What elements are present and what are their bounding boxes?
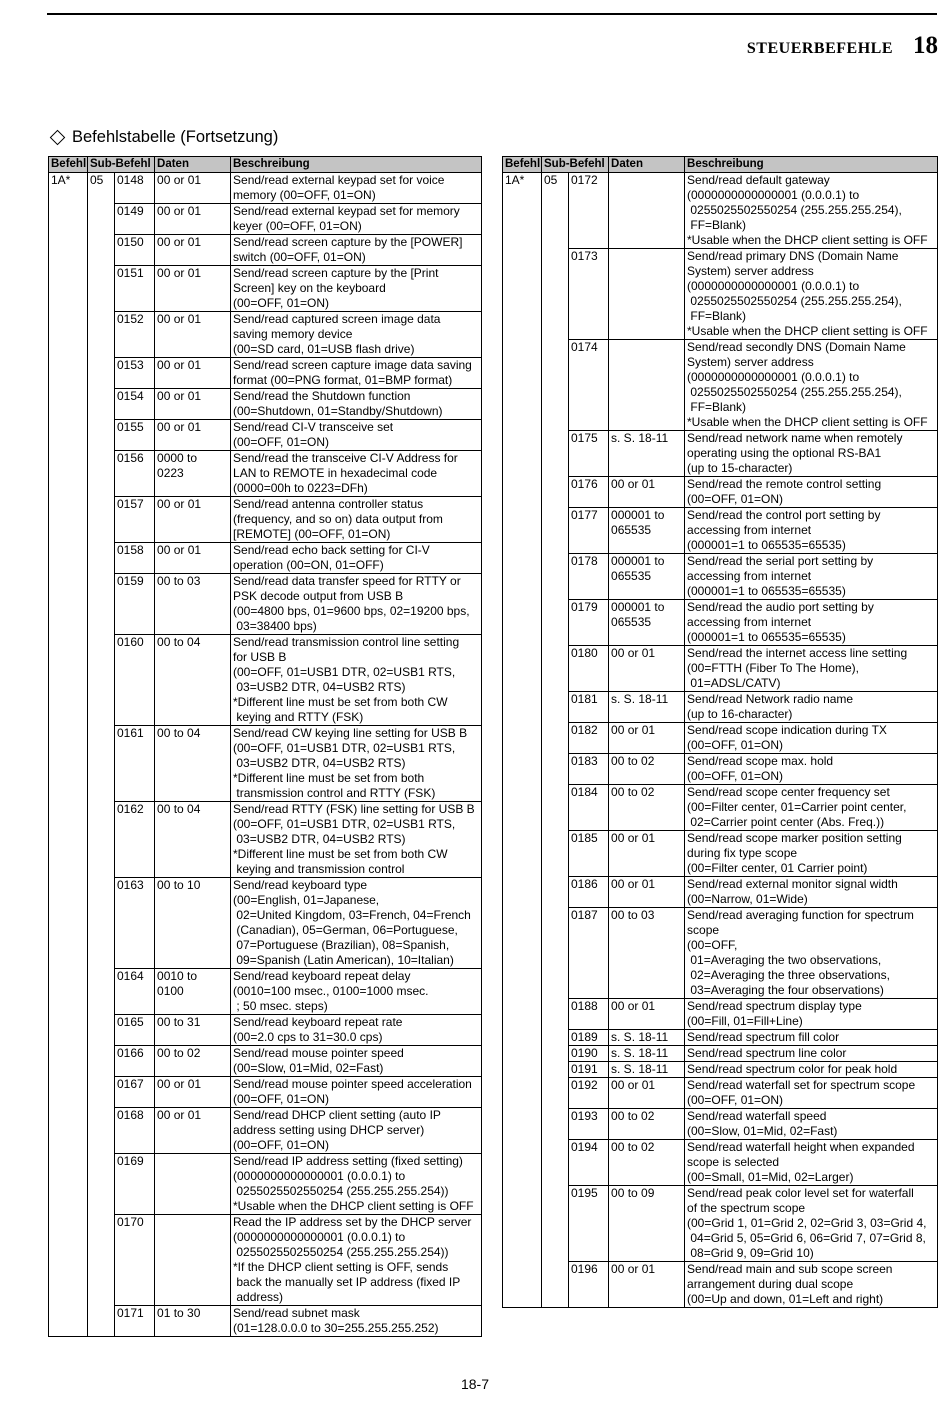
data-cell: 00 to 03 xyxy=(155,574,231,635)
data-cell: 00 or 01 xyxy=(155,389,231,420)
sub-code-cell: 0168 xyxy=(115,1108,155,1154)
sub-code-cell: 0192 xyxy=(569,1078,609,1109)
sub-code-cell: 0169 xyxy=(115,1154,155,1215)
table-row xyxy=(503,723,938,754)
description-cell: Send/read screen capture image data saving format (00=PNG format, 01=BMP format) xyxy=(231,358,482,389)
description-cell: Send/read RTTY (FSK) line setting for USB B (00=OFF, 01=USB1 DTR, 02=USB1 RTS, 03=USB2 DTR, 04=USB2 RTS) *Different line must be set from both CW keying and transmission control xyxy=(231,802,482,878)
sub-code-cell: 0157 xyxy=(115,497,155,543)
description-cell: Send/read subnet mask (01=128.0.0.0 to 30=255.255.255.252) xyxy=(231,1306,482,1337)
table-header-row xyxy=(49,157,482,173)
befehl-cell: 1A* xyxy=(503,173,542,1308)
sub-code-cell: 0189 xyxy=(569,1030,609,1046)
table-row xyxy=(503,785,938,831)
command-table-right xyxy=(502,156,938,1308)
table-row xyxy=(503,908,938,999)
top-rule xyxy=(47,13,937,15)
description-cell: Send/read external keypad set for memory keyer (00=OFF, 01=ON) xyxy=(231,204,482,235)
sub-code-cell: 0173 xyxy=(569,249,609,340)
description-cell: Send/read screen capture by the [Print Screen] key on the keyboard (00=OFF, 01=ON) xyxy=(231,266,482,312)
table-row xyxy=(503,692,938,723)
data-cell: 000001 to 065535 xyxy=(609,508,685,554)
description-cell: Send/read primary DNS (Domain Name System) server address (0000000000000001 (0.0.0.1) to 0255025502550254 (255.255.255.254), FF=Blank) *Usable when the DHCP client setting is OFF xyxy=(685,249,938,340)
description-cell: Send/read the Shutdown function (00=Shutdown, 01=Standby/Shutdown) xyxy=(231,389,482,420)
befehl-cell: 1A* xyxy=(49,173,88,1337)
sub-code-cell: 0167 xyxy=(115,1077,155,1108)
description-cell: Send/read the internet access line setting (00=FTTH (Fiber To The Home), 01=ADSL/CATV) xyxy=(685,646,938,692)
data-cell: 00 or 01 xyxy=(155,1108,231,1154)
sub-prefix-cell: 05 xyxy=(542,173,569,1308)
sub-code-cell: 0160 xyxy=(115,635,155,726)
table-row xyxy=(503,1140,938,1186)
data-cell: 00 to 02 xyxy=(609,1109,685,1140)
data-cell: 00 or 01 xyxy=(155,497,231,543)
section-title xyxy=(48,128,278,147)
description-cell: Send/read data transfer speed for RTTY or PSK decode output from USB B (00=4800 bps, 01=9600 bps, 02=19200 bps, 03=38400 bps) xyxy=(231,574,482,635)
description-cell: Send/read echo back setting for CI-V operation (00=ON, 01=OFF) xyxy=(231,543,482,574)
table-row xyxy=(503,554,938,600)
sub-code-cell: 0154 xyxy=(115,389,155,420)
data-cell: 00 or 01 xyxy=(609,1078,685,1109)
data-cell: 00 or 01 xyxy=(609,1262,685,1308)
sub-code-cell: 0149 xyxy=(115,204,155,235)
data-cell: 00 or 01 xyxy=(155,173,231,204)
table-row xyxy=(503,600,938,646)
description-cell: Send/read mouse pointer speed acceleration (00=OFF, 01=ON) xyxy=(231,1077,482,1108)
description-cell: Send/read spectrum display type (00=Fill, 01=Fill+Line) xyxy=(685,999,938,1030)
table-row xyxy=(503,1030,938,1046)
data-cell xyxy=(609,340,685,431)
sub-code-cell: 0175 xyxy=(569,431,609,477)
table-row xyxy=(503,477,938,508)
description-cell: Send/read waterfall set for spectrum scope (00=OFF, 01=ON) xyxy=(685,1078,938,1109)
sub-prefix-cell: 05 xyxy=(88,173,115,1337)
description-cell: Send/read the audio port setting by accessing from internet (000001=1 to 065535=65535) xyxy=(685,600,938,646)
sub-code-cell: 0193 xyxy=(569,1109,609,1140)
header-sub-befehl: Sub-Befehl xyxy=(88,157,155,173)
table-row xyxy=(503,249,938,340)
data-cell: 00 to 31 xyxy=(155,1015,231,1046)
data-cell xyxy=(155,1154,231,1215)
sub-code-cell: 0183 xyxy=(569,754,609,785)
sub-code-cell: 0187 xyxy=(569,908,609,999)
table-row xyxy=(503,173,938,249)
data-cell: 00 or 01 xyxy=(609,477,685,508)
header-befehl: Befehl xyxy=(503,157,542,173)
data-cell: 00 or 01 xyxy=(155,358,231,389)
description-cell: Send/read spectrum color for peak hold xyxy=(685,1062,938,1078)
description-cell: Send/read scope marker position setting during fix type scope (00=Filter center, 01 Carrier point) xyxy=(685,831,938,877)
data-cell: 00 to 02 xyxy=(609,1140,685,1186)
data-cell: 00 or 01 xyxy=(155,312,231,358)
table-row xyxy=(503,431,938,477)
table-row xyxy=(503,340,938,431)
section-title-text: Befehlstabelle (Fortsetzung) xyxy=(72,128,279,146)
header-beschreibung: Beschreibung xyxy=(685,157,938,173)
sub-code-cell: 0185 xyxy=(569,831,609,877)
description-cell: Send/read scope center frequency set (00=Filter center, 01=Carrier point center, 02=Carrier point center (Abs. Freq.)) xyxy=(685,785,938,831)
data-cell: 00 or 01 xyxy=(155,204,231,235)
data-cell xyxy=(155,1215,231,1306)
table-row xyxy=(503,646,938,692)
description-cell: Send/read default gateway (0000000000000001 (0.0.0.1) to 0255025502550254 (255.255.255.254), FF=Blank) *Usable when the DHCP client setting is OFF xyxy=(685,173,938,249)
description-cell: Send/read keyboard repeat delay (0010=100 msec., 0100=1000 msec. ; 50 msec. steps) xyxy=(231,969,482,1015)
description-cell: Send/read IP address setting (fixed setting) (0000000000000001 (0.0.0.1) to 0255025502550254 (255.255.255.254)) *Usable when the DHCP client setting is OFF xyxy=(231,1154,482,1215)
page-number: 18-7 xyxy=(460,1376,490,1392)
sub-code-cell: 0152 xyxy=(115,312,155,358)
sub-code-cell: 0174 xyxy=(569,340,609,431)
data-cell: s. S. 18-11 xyxy=(609,692,685,723)
description-cell: Send/read DHCP client setting (auto IP address setting using DHCP server) (00=OFF, 01=ON) xyxy=(231,1108,482,1154)
data-cell: 01 to 30 xyxy=(155,1306,231,1337)
table-row xyxy=(503,1046,938,1062)
sub-code-cell: 0155 xyxy=(115,420,155,451)
description-cell: Send/read the remote control setting (00=OFF, 01=ON) xyxy=(685,477,938,508)
chapter-heading xyxy=(747,32,938,60)
table-header-row xyxy=(503,157,938,173)
sub-code-cell: 0153 xyxy=(115,358,155,389)
data-cell: 00 to 04 xyxy=(155,802,231,878)
sub-code-cell: 0150 xyxy=(115,235,155,266)
description-cell: Send/read waterfall speed (00=Slow, 01=Mid, 02=Fast) xyxy=(685,1109,938,1140)
description-cell: Send/read averaging function for spectrum scope (00=OFF, 01=Averaging the two observations, 02=Averaging the three observations, 03=Averaging the four observations) xyxy=(685,908,938,999)
sub-code-cell: 0161 xyxy=(115,726,155,802)
sub-code-cell: 0171 xyxy=(115,1306,155,1337)
table-row xyxy=(503,1109,938,1140)
description-cell: Send/read scope max. hold (00=OFF, 01=ON) xyxy=(685,754,938,785)
data-cell: 00 or 01 xyxy=(155,1077,231,1108)
sub-code-cell: 0188 xyxy=(569,999,609,1030)
sub-code-cell: 0166 xyxy=(115,1046,155,1077)
sub-code-cell: 0172 xyxy=(569,173,609,249)
sub-code-cell: 0190 xyxy=(569,1046,609,1062)
description-cell: Send/read transmission control line setting for USB B (00=OFF, 01=USB1 DTR, 02=USB1 RTS, 03=USB2 DTR, 04=USB2 RTS) *Different line must be set from both CW keying and RTTY (FSK) xyxy=(231,635,482,726)
description-cell: Send/read network name when remotely operating using the optional RS-BA1 (up to 15-character) xyxy=(685,431,938,477)
table-row xyxy=(503,1062,938,1078)
data-cell xyxy=(609,249,685,340)
description-cell: Send/read main and sub scope screen arrangement during dual scope (00=Up and down, 01=Left and right) xyxy=(685,1262,938,1308)
data-cell: 00 or 01 xyxy=(609,999,685,1030)
chapter-number: 18 xyxy=(913,32,938,59)
diamond-icon xyxy=(50,129,66,145)
description-cell: Send/read keyboard repeat rate (00=2.0 cps to 31=30.0 cps) xyxy=(231,1015,482,1046)
data-cell: 00 to 02 xyxy=(609,754,685,785)
data-cell: 00 to 04 xyxy=(155,726,231,802)
data-cell: 00 or 01 xyxy=(609,831,685,877)
table-body-right xyxy=(503,173,938,1308)
sub-code-cell: 0148 xyxy=(115,173,155,204)
description-cell: Send/read CI-V transceive set (00=OFF, 01=ON) xyxy=(231,420,482,451)
data-cell: 00 to 09 xyxy=(609,1186,685,1262)
table-row xyxy=(503,999,938,1030)
data-cell: 00 or 01 xyxy=(155,235,231,266)
sub-code-cell: 0164 xyxy=(115,969,155,1015)
description-cell: Send/read scope indication during TX (00=OFF, 01=ON) xyxy=(685,723,938,754)
header-beschreibung: Beschreibung xyxy=(231,157,482,173)
table-row xyxy=(503,1262,938,1308)
data-cell: 00 or 01 xyxy=(155,420,231,451)
sub-code-cell: 0159 xyxy=(115,574,155,635)
sub-code-cell: 0163 xyxy=(115,878,155,969)
data-cell: 00 or 01 xyxy=(155,266,231,312)
data-cell: s. S. 18-11 xyxy=(609,1062,685,1078)
sub-code-cell: 0156 xyxy=(115,451,155,497)
data-cell: 00 or 01 xyxy=(609,723,685,754)
sub-code-cell: 0186 xyxy=(569,877,609,908)
description-cell: Send/read spectrum line color xyxy=(685,1046,938,1062)
description-cell: Send/read CW keying line setting for USB B (00=OFF, 01=USB1 DTR, 02=USB1 RTS, 03=USB2 DTR, 04=USB2 RTS) *Different line must be set from both transmission control and RTTY (FSK) xyxy=(231,726,482,802)
sub-code-cell: 0196 xyxy=(569,1262,609,1308)
data-cell xyxy=(609,173,685,249)
sub-code-cell: 0181 xyxy=(569,692,609,723)
description-cell: Send/read spectrum fill color xyxy=(685,1030,938,1046)
sub-code-cell: 0179 xyxy=(569,600,609,646)
description-cell: Send/read antenna controller status (frequency, and so on) data output from [REMOTE] (00=OFF, 01=ON) xyxy=(231,497,482,543)
sub-code-cell: 0180 xyxy=(569,646,609,692)
description-cell: Send/read the control port setting by accessing from internet (000001=1 to 065535=65535) xyxy=(685,508,938,554)
data-cell: 00 to 04 xyxy=(155,635,231,726)
sub-code-cell: 0158 xyxy=(115,543,155,574)
data-cell: 000001 to 065535 xyxy=(609,600,685,646)
table-row xyxy=(503,1186,938,1262)
header-daten: Daten xyxy=(609,157,685,173)
chapter-title: STEUERBEFEHLE xyxy=(746,40,893,57)
data-cell: 00 or 01 xyxy=(609,877,685,908)
data-cell: s. S. 18-11 xyxy=(609,1030,685,1046)
description-cell: Send/read screen capture by the [POWER] switch (00=OFF, 01=ON) xyxy=(231,235,482,266)
sub-code-cell: 0195 xyxy=(569,1186,609,1262)
description-cell: Send/read external monitor signal width (00=Narrow, 01=Wide) xyxy=(685,877,938,908)
sub-code-cell: 0178 xyxy=(569,554,609,600)
description-cell: Send/read secondly DNS (Domain Name System) server address (0000000000000001 (0.0.0.1) to 0255025502550254 (255.255.255.254), FF=Blank) *Usable when the DHCP client setting is OFF xyxy=(685,340,938,431)
data-cell: 00 or 01 xyxy=(155,543,231,574)
data-cell: s. S. 18-11 xyxy=(609,1046,685,1062)
data-cell: 0010 to 0100 xyxy=(155,969,231,1015)
sub-code-cell: 0176 xyxy=(569,477,609,508)
header-befehl: Befehl xyxy=(49,157,88,173)
sub-code-cell: 0151 xyxy=(115,266,155,312)
description-cell: Send/read the serial port setting by accessing from internet (000001=1 to 065535=65535) xyxy=(685,554,938,600)
table-row xyxy=(503,508,938,554)
description-cell: Send/read peak color level set for waterfall of the spectrum scope (00=Grid 1, 01=Grid 2, 02=Grid 3, 03=Grid 4, 04=Grid 5, 05=Grid 6, 06=Grid 7, 07=Grid 8, 08=Grid 9, 09=Grid 10) xyxy=(685,1186,938,1262)
data-cell: 00 or 01 xyxy=(609,646,685,692)
sub-code-cell: 0191 xyxy=(569,1062,609,1078)
sub-code-cell: 0182 xyxy=(569,723,609,754)
description-cell: Send/read Network radio name (up to 16-character) xyxy=(685,692,938,723)
table-body-left xyxy=(49,173,482,1337)
data-cell: 00 to 02 xyxy=(155,1046,231,1077)
data-cell: s. S. 18-11 xyxy=(609,431,685,477)
header-daten: Daten xyxy=(155,157,231,173)
description-cell: Send/read waterfall height when expanded scope is selected (00=Small, 01=Mid, 02=Larger) xyxy=(685,1140,938,1186)
sub-code-cell: 0162 xyxy=(115,802,155,878)
sub-code-cell: 0165 xyxy=(115,1015,155,1046)
description-cell: Send/read mouse pointer speed (00=Slow, 01=Mid, 02=Fast) xyxy=(231,1046,482,1077)
table-row xyxy=(503,877,938,908)
sub-code-cell: 0194 xyxy=(569,1140,609,1186)
table-row xyxy=(49,173,482,204)
sub-code-cell: 0170 xyxy=(115,1215,155,1306)
data-cell: 00 to 03 xyxy=(609,908,685,999)
sub-code-cell: 0177 xyxy=(569,508,609,554)
description-cell: Send/read captured screen image data saving memory device (00=SD card, 01=USB flash drive) xyxy=(231,312,482,358)
table-row xyxy=(503,754,938,785)
data-cell: 000001 to 065535 xyxy=(609,554,685,600)
table-row xyxy=(503,1078,938,1109)
sub-code-cell: 0184 xyxy=(569,785,609,831)
description-cell: Send/read keyboard type (00=English, 01=Japanese, 02=United Kingdom, 03=French, 04=French (Canadian), 05=German, 06=Portuguese, 07=Portuguese (Brazilian), 08=Spanish, 09=Spanish (Latin American), 10=Italian) xyxy=(231,878,482,969)
data-cell: 00 to 02 xyxy=(609,785,685,831)
table-row xyxy=(503,831,938,877)
description-cell: Send/read external keypad set for voice memory (00=OFF, 01=ON) xyxy=(231,173,482,204)
data-cell: 0000 to 0223 xyxy=(155,451,231,497)
header-sub-befehl: Sub-Befehl xyxy=(542,157,609,173)
command-table-left xyxy=(48,156,482,1337)
description-cell: Read the IP address set by the DHCP server (0000000000000001 (0.0.0.1) to 0255025502550254 (255.255.255.254)) *If the DHCP client setting is OFF, sends back the manually set IP address (fixed IP address) xyxy=(231,1215,482,1306)
data-cell: 00 to 10 xyxy=(155,878,231,969)
description-cell: Send/read the transceive CI-V Address for LAN to REMOTE in hexadecimal code (0000=00h to 0223=DFh) xyxy=(231,451,482,497)
